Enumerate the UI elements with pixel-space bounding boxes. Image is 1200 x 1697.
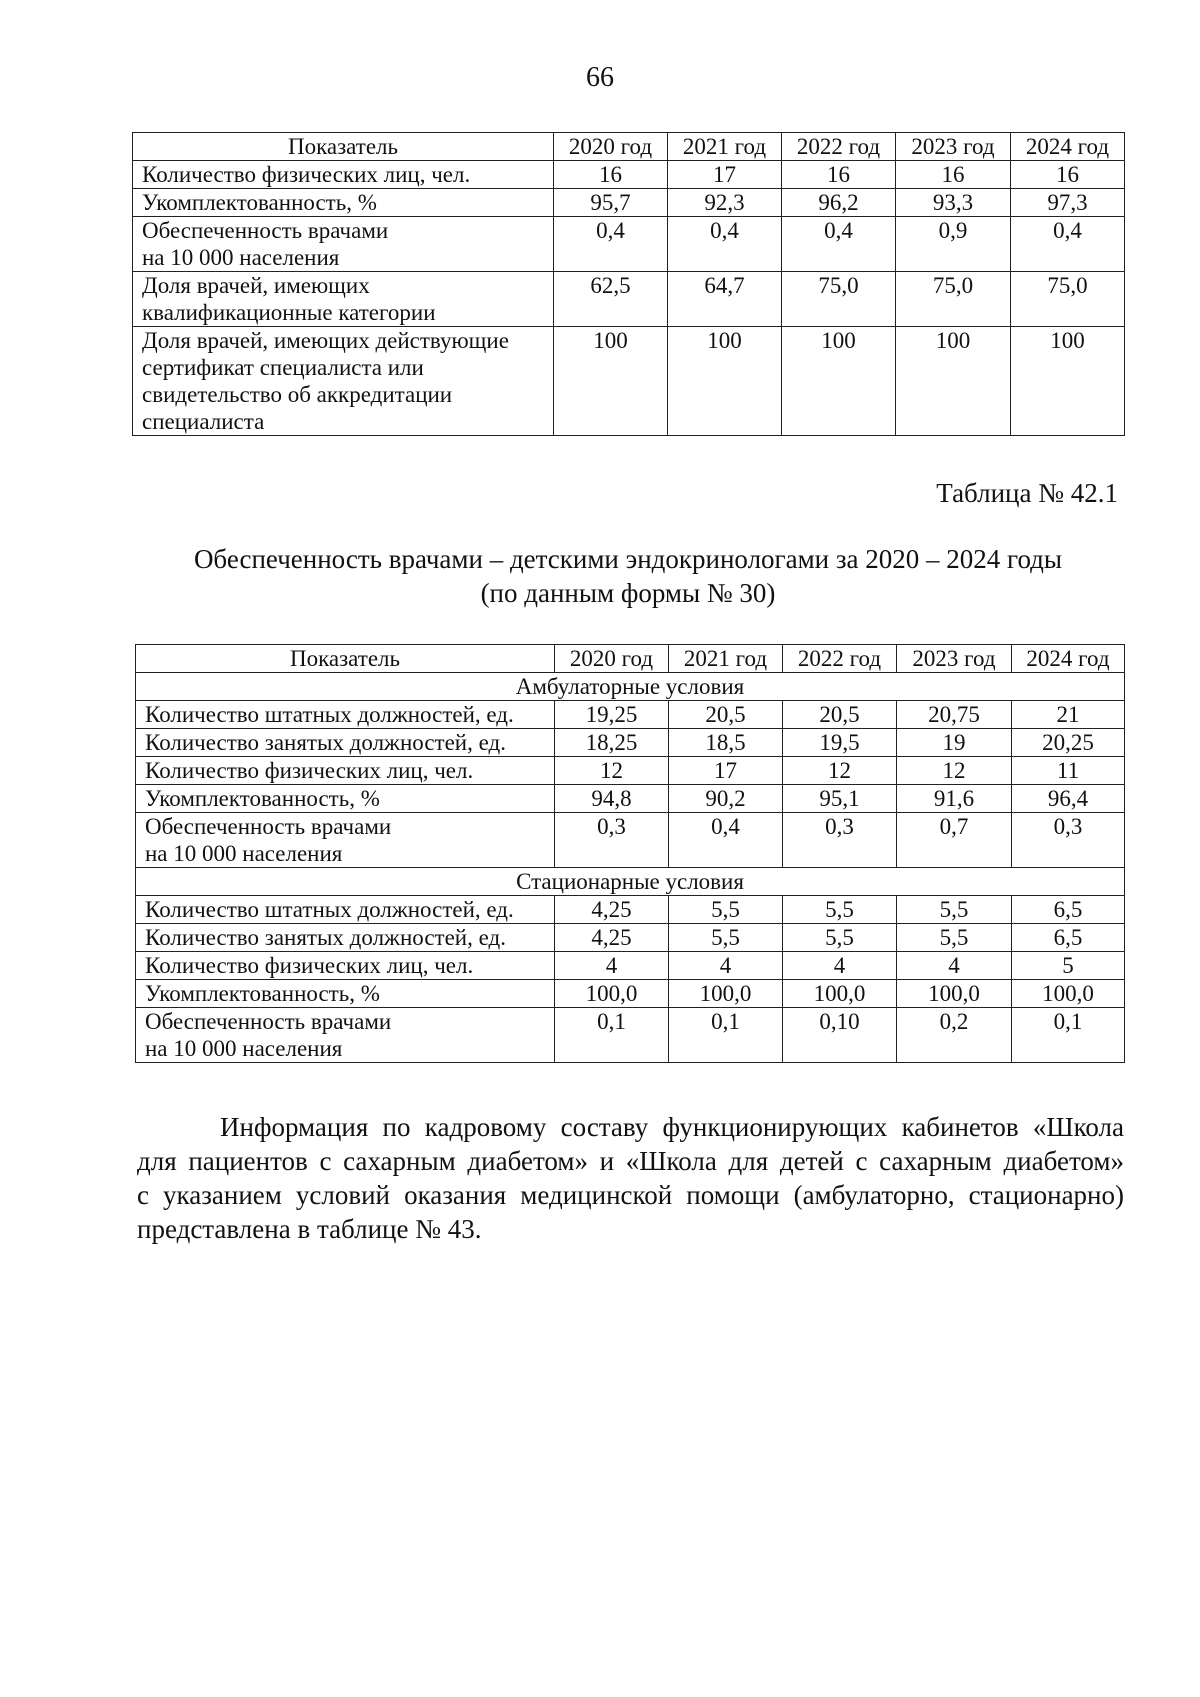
table-row [136, 924, 1125, 952]
table-header-row [136, 645, 1125, 673]
row-label-line: квалификационные категории [142, 300, 436, 325]
row-value: 100 [668, 327, 782, 436]
row-value: 100,0 [669, 980, 783, 1008]
table-row [136, 980, 1125, 1008]
paragraph-line: представлена в таблице № 43. [137, 1214, 482, 1244]
row-value: 0,2 [897, 1008, 1012, 1063]
paragraph-line: Информация по кадровому составу функционирующих кабинетов «Школа [220, 1112, 1124, 1142]
row-label [136, 785, 555, 813]
header-year: 2022 год [783, 645, 897, 673]
row-label-line: свидетельство об аккредитации [142, 382, 453, 407]
row-value: 16 [554, 161, 668, 189]
row-label-line: Доля врачей, имеющих [142, 273, 370, 298]
row-value: 4 [555, 952, 669, 980]
row-value: 12 [555, 757, 669, 785]
row-value: 0,4 [554, 217, 668, 272]
section-header-row [136, 673, 1125, 701]
row-value: 16 [896, 161, 1011, 189]
row-value: 100,0 [897, 980, 1012, 1008]
header-year: 2023 год [896, 133, 1011, 161]
page-number: 66 [586, 62, 614, 93]
row-value: 20,5 [669, 701, 783, 729]
row-label-line: Количество штатных должностей, ед. [145, 702, 514, 727]
row-value: 5,5 [669, 924, 783, 952]
header-year: 2024 год [1011, 133, 1125, 161]
row-value: 20,25 [1012, 729, 1125, 757]
row-label-line: Количество штатных должностей, ед. [145, 897, 514, 922]
row-value: 0,4 [669, 813, 783, 868]
header-year: 2022 год [782, 133, 896, 161]
row-value: 19,25 [555, 701, 669, 729]
row-label [136, 757, 555, 785]
row-value: 11 [1012, 757, 1125, 785]
row-value: 95,1 [783, 785, 897, 813]
row-value: 20,5 [783, 701, 897, 729]
row-value: 12 [897, 757, 1012, 785]
row-label-line: Количество физических лиц, чел. [142, 162, 471, 187]
row-value: 91,6 [897, 785, 1012, 813]
header-year: 2023 год [897, 645, 1012, 673]
row-value: 100 [896, 327, 1011, 436]
table-row [133, 327, 1125, 436]
row-value: 100,0 [555, 980, 669, 1008]
row-label-line: Обеспеченность врачами [145, 1009, 392, 1034]
header-indicator: Показатель [136, 645, 555, 673]
row-value: 92,3 [668, 189, 782, 217]
row-value: 0,1 [1012, 1008, 1125, 1063]
row-value: 96,4 [1012, 785, 1125, 813]
row-label [136, 980, 555, 1008]
row-label [136, 924, 555, 952]
row-value: 5,5 [669, 896, 783, 924]
row-value: 5,5 [783, 896, 897, 924]
row-value: 100 [1011, 327, 1125, 436]
header-year: 2020 год [554, 133, 668, 161]
row-value: 75,0 [896, 272, 1011, 327]
table-row [136, 1008, 1125, 1063]
row-label-line: Укомплектованность, % [142, 190, 377, 215]
header-year: 2020 год [555, 645, 669, 673]
header-year: 2024 год [1012, 645, 1125, 673]
table-row [133, 161, 1125, 189]
row-value: 0,3 [555, 813, 669, 868]
table-row [133, 272, 1125, 327]
row-label [136, 952, 555, 980]
row-value: 20,75 [897, 701, 1012, 729]
header-year: 2021 год [669, 645, 783, 673]
row-value: 0,7 [897, 813, 1012, 868]
table-row [136, 785, 1125, 813]
row-value: 62,5 [554, 272, 668, 327]
row-value: 75,0 [1011, 272, 1125, 327]
row-value: 16 [782, 161, 896, 189]
row-value: 100,0 [1012, 980, 1125, 1008]
row-value: 90,2 [669, 785, 783, 813]
row-value: 16 [1011, 161, 1125, 189]
row-value: 100 [554, 327, 668, 436]
row-label [136, 813, 555, 868]
row-value: 0,4 [668, 217, 782, 272]
row-label-line: сертификат специалиста или [142, 355, 424, 380]
row-label [133, 272, 554, 327]
table-row [133, 217, 1125, 272]
row-value: 18,5 [669, 729, 783, 757]
row-label [136, 1008, 555, 1063]
table-body [136, 645, 1125, 1063]
table-title-line: Обеспеченность врачами – детскими эндокринологами за 2020 – 2024 годы [193, 544, 1063, 574]
row-value: 6,5 [1012, 924, 1125, 952]
row-value: 12 [783, 757, 897, 785]
row-value: 21 [1012, 701, 1125, 729]
row-value: 0,10 [783, 1008, 897, 1063]
row-label-line: Количество занятых должностей, ед. [145, 925, 506, 950]
header-indicator: Показатель [133, 133, 554, 161]
staffing-table-continued [132, 132, 1125, 436]
row-value: 17 [669, 757, 783, 785]
table-header-row [133, 133, 1125, 161]
row-label-line: Укомплектованность, % [145, 981, 380, 1006]
row-value: 94,8 [555, 785, 669, 813]
row-value: 5 [1012, 952, 1125, 980]
table-row [136, 757, 1125, 785]
row-value: 95,7 [554, 189, 668, 217]
row-value: 4 [897, 952, 1012, 980]
row-label-line: Количество физических лиц, чел. [145, 758, 474, 783]
row-value: 93,3 [896, 189, 1011, 217]
row-value: 4 [783, 952, 897, 980]
table-title [132, 542, 1124, 610]
row-label [133, 161, 554, 189]
row-label-line: Укомплектованность, % [145, 786, 380, 811]
section-header-row [136, 868, 1125, 896]
row-value: 4,25 [555, 896, 669, 924]
row-label-line: Количество физических лиц, чел. [145, 953, 474, 978]
row-value: 5,5 [783, 924, 897, 952]
row-value: 0,3 [783, 813, 897, 868]
row-value: 0,9 [896, 217, 1011, 272]
row-value: 19,5 [783, 729, 897, 757]
row-value: 4 [669, 952, 783, 980]
table-body [133, 133, 1125, 436]
row-value: 5,5 [897, 896, 1012, 924]
row-label [133, 327, 554, 436]
header-year: 2021 год [668, 133, 782, 161]
row-label-line: Обеспеченность врачами [142, 218, 389, 243]
table-row [136, 952, 1125, 980]
table-row [136, 729, 1125, 757]
row-value: 97,3 [1011, 189, 1125, 217]
row-label [136, 701, 555, 729]
row-label [136, 729, 555, 757]
row-label-line: на 10 000 населения [142, 245, 340, 270]
row-value: 96,2 [782, 189, 896, 217]
row-label-line: Количество занятых должностей, ед. [145, 730, 506, 755]
row-value: 0,3 [1012, 813, 1125, 868]
row-label-line: на 10 000 населения [145, 841, 343, 866]
row-value: 5,5 [897, 924, 1012, 952]
row-value: 75,0 [782, 272, 896, 327]
table-title-line: (по данным формы № 30) [480, 578, 776, 608]
table-row [136, 701, 1125, 729]
row-value: 17 [668, 161, 782, 189]
row-label-line: специалиста [142, 409, 265, 434]
row-label [133, 189, 554, 217]
paragraph-line: с указанием условий оказания медицинской помощи (амбулаторно, стационарно) [137, 1180, 1124, 1210]
section-title: Амбулаторные условия [136, 673, 1125, 701]
row-label-line: Доля врачей, имеющих действующие [142, 328, 509, 353]
row-label-line: Обеспеченность врачами [145, 814, 392, 839]
row-label [133, 217, 554, 272]
row-value: 100 [782, 327, 896, 436]
row-value: 0,1 [669, 1008, 783, 1063]
row-value: 64,7 [668, 272, 782, 327]
table-row [136, 813, 1125, 868]
body-paragraph [137, 1110, 1124, 1246]
section-title: Стационарные условия [136, 868, 1125, 896]
row-value: 19 [897, 729, 1012, 757]
table-42-1-endocrinologists [135, 644, 1125, 1063]
row-value: 0,4 [782, 217, 896, 272]
table-row [133, 189, 1125, 217]
row-value: 18,25 [555, 729, 669, 757]
row-value: 0,4 [1011, 217, 1125, 272]
row-value: 6,5 [1012, 896, 1125, 924]
table-row [136, 896, 1125, 924]
row-value: 0,1 [555, 1008, 669, 1063]
row-value: 100,0 [783, 980, 897, 1008]
table-number: Таблица № 42.1 [936, 478, 1118, 508]
row-label-line: на 10 000 населения [145, 1036, 343, 1061]
paragraph-line: для пациентов с сахарным диабетом» и «Школа для детей с сахарным диабетом» [137, 1146, 1124, 1176]
row-value: 4,25 [555, 924, 669, 952]
row-label [136, 896, 555, 924]
